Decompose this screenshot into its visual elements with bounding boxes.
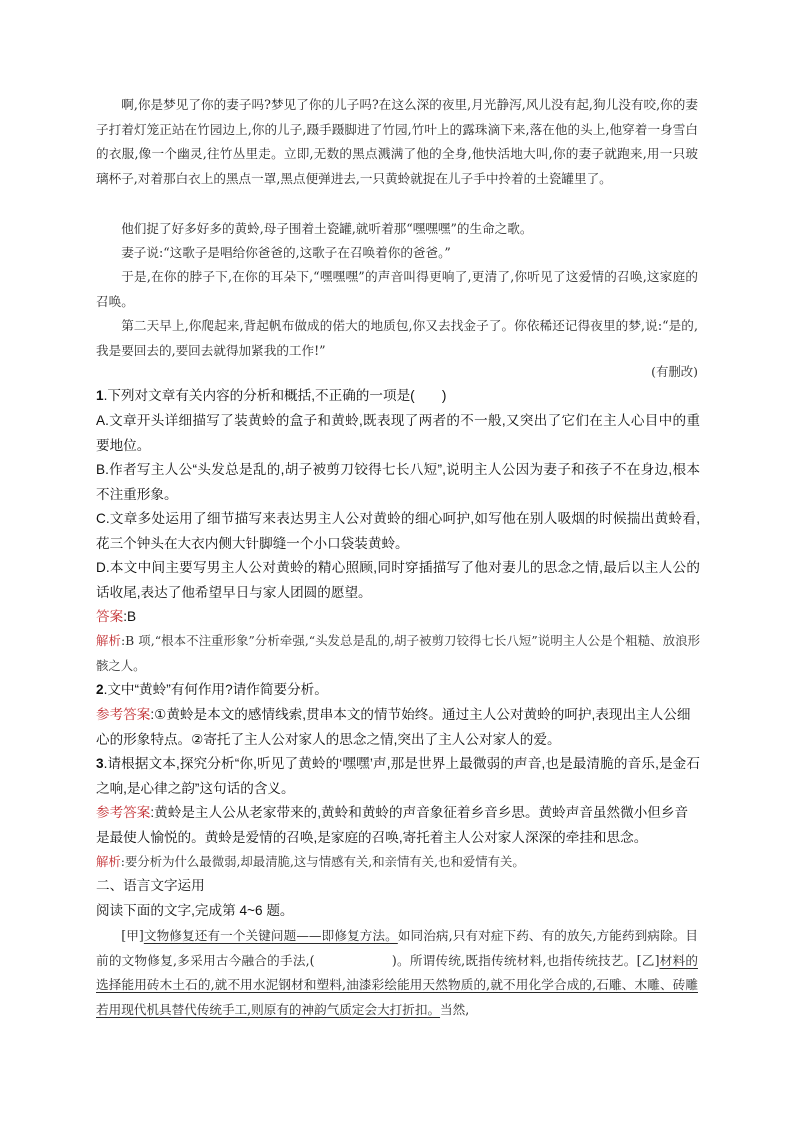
answer-1	[96, 605, 700, 630]
passage-continuation: 当然,	[440, 1002, 470, 1018]
reference-answer-label: 参考答案	[96, 707, 151, 722]
explanation-label: 解析	[96, 633, 121, 648]
reference-answer-label: 参考答案	[96, 805, 151, 820]
passage-body: 如同治病,只有对症下药、有的放矢,方能药到病除。目前的文物修复,多采用古今融合的手法,( )。所谓传统,既指传统材料,也指传统技艺。[乙]	[96, 928, 699, 968]
question-stem: .文中“黄蛉”有何作用?请作简要分析。	[103, 682, 328, 697]
reference-answer-text: :①黄蛉是本文的感情线索,贯串本文的情节始终。通过主人公对黄蛉的呵护,表现出主人公细心的形象特点。②寄托了主人公对家人的思念之情,突出了主人公对家人的爱。	[96, 707, 691, 747]
section-title: 二、语言文字运用	[96, 878, 205, 893]
passage-paragraph-5: 第二天早上,你爬起来,背起帆布做成的偌大的地质包,你又去找金子了。你依稀还记得夜里的梦,说:“是的,我是要回去的,要回去就得加紧我的工作!”	[96, 318, 698, 358]
section-instruction: 阅读下面的文字,完成第 4~6 题。	[96, 903, 294, 918]
explanation-3	[96, 850, 700, 875]
explanation-text: :要分析为什么最微弱,却最清脆,这与情感有关,和亲情有关,也和爱情有关。	[120, 854, 525, 869]
marker-jia: [甲]	[121, 928, 144, 943]
question-number: 1	[96, 388, 104, 403]
answer-value: :B	[123, 609, 137, 624]
question-number: 3	[96, 756, 104, 771]
question-3	[96, 752, 700, 801]
question-stem: .下列对文章有关内容的分析和概括,不正确的一项是( )	[103, 388, 447, 403]
question-number: 2	[96, 682, 104, 697]
source-note: (有删改)	[651, 364, 698, 379]
underlined-sentence-yi: 材料的选择能用砖木土石的,就不用水泥钢材和塑料,油漆彩绘能用天然物质的,就不用化学合成的,石雕、木雕、砖雕若用现代机具替代传统手工,则原有的神韵气质定会大打折扣。	[96, 952, 698, 1018]
underlined-sentence-jia: 文物修复还有一个关键问题——即修复方法。	[143, 928, 398, 943]
language-passage	[96, 924, 698, 1023]
explanation-1	[96, 629, 700, 678]
reference-answer-2	[96, 703, 700, 752]
reference-answer-text: :黄蛉是主人公从老家带来的,黄蛉和黄蛉的声音象征着乡音乡思。黄蛉声音虽然微小但乡音是最使人愉悦的。黄蛉是爱情的召唤,是家庭的召唤,寄托着主人公对家人深深的牵挂和思念。	[96, 805, 689, 845]
question-2	[96, 678, 700, 703]
explanation-label: 解析	[96, 854, 121, 869]
passage-paragraph-1: 啊,你是梦见了你的妻子吗?梦见了你的儿子吗?在这么深的夜里,月光静泻,风儿没有起,狗儿没有咬,你的妻子打着灯笼正站在竹园边上,你的儿子,蹑手蹑脚进了竹园,竹叶上的露珠滴下来,落在他的头上,他穿着一身雪白的衣服,像一个幽灵,往竹丛里走。立即,无数的黑点溅满了他的全身,他快活地大叫,你的妻子就跑来,用一只玻璃杯子,对着那白衣上的黑点一罩,黑点便弹进去,一只黄蛉就捉在儿子手中拎着的土瓷罐里了。	[96, 97, 698, 187]
option-a: A.文章开头详细描写了装黄蛉的盒子和黄蛉,既表现了两者的不一般,又突出了它们在主人心目中的重要地位。	[96, 413, 700, 453]
question-1	[96, 384, 700, 409]
passage-paragraph-4: 于是,在你的脖子下,在你的耳朵下,“嘿嘿嘿”的声音叫得更响了,更清了,你听见了这爱情的召唤,这家庭的召唤。	[96, 269, 698, 309]
question-stem: .请根据文本,探究分析“你,听见了黄蛉的‘嘿嘿’声,那是世界上最微弱的声音,也是最清脆的音乐,是金石之响,是心律之韵”这句话的含义。	[96, 756, 700, 796]
passage-paragraph-3: 妻子说:“这歌子是唱给你爸爸的,这歌子在召唤着你的爸爸。”	[121, 245, 451, 260]
answer-label: 答案	[96, 609, 124, 624]
reference-answer-3	[96, 801, 700, 850]
passage-paragraph-2: 他们捉了好多好多的黄蛉,母子围着土瓷罐,就听着那“嘿嘿嘿”的生命之歌。	[121, 221, 533, 236]
option-c: C.文章多处运用了细节描写来表达男主人公对黄蛉的细心呵护,如写他在别人吸烟的时候揣出黄蛉看,花三个钟头在大衣内侧大针脚缝一个小口袋装黄蛉。	[96, 511, 700, 551]
option-b: B.作者写主人公“头发总是乱的,胡子被剪刀铰得七长八短”,说明主人公因为妻子和孩子不在身边,根本不注重形象。	[96, 462, 700, 502]
option-d: D.本文中间主要写男主人公对黄蛉的精心照顾,同时穿插描写了他对妻儿的思念之情,最后以主人公的话收尾,表达了他希望早日与家人团圆的愿望。	[96, 560, 700, 600]
explanation-text: :B 项,“根本不注重形象”分析牵强,“头发总是乱的,胡子被剪刀铰得七长八短”说明主人公是个粗糙、放浪形骸之人。	[96, 633, 701, 673]
